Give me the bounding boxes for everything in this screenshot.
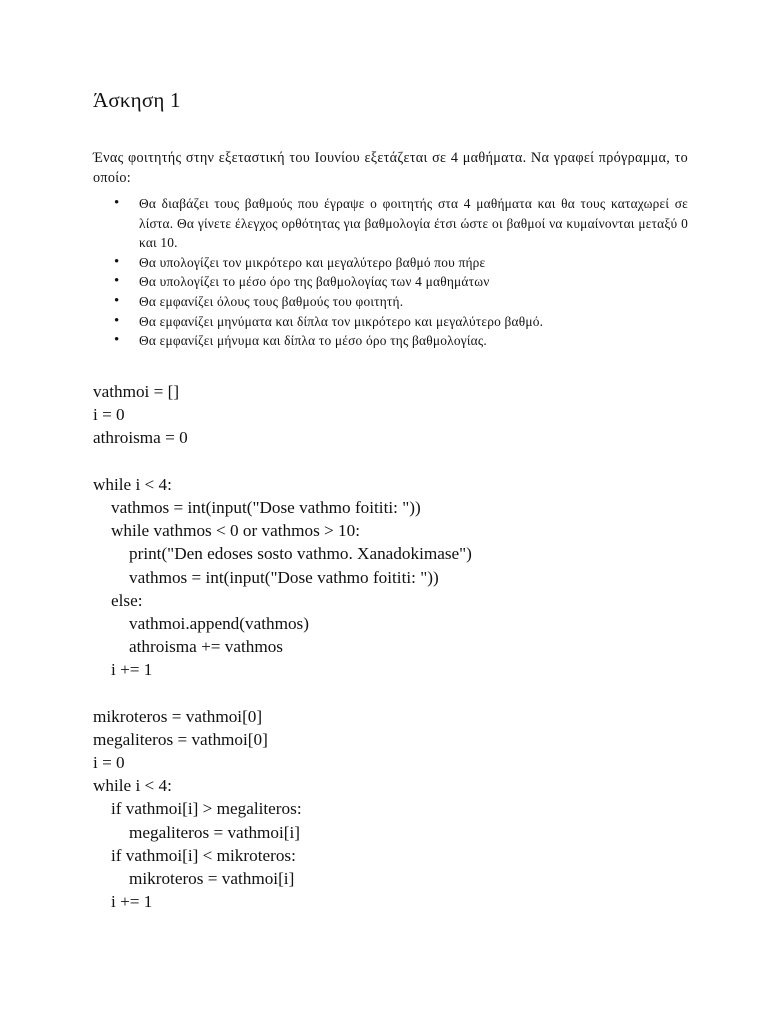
code-line: vathmoi.append(vathmos): [129, 613, 309, 633]
requirement-item: • Θα διαβάζει τους βαθμούς που έγραψε ο φοιτητής στα 4 μαθήματα και θα τους καταχωρεί σε λίστα. Θα γίνετε έλεγχος ορθότητας για βαθμολογία έτσι ώστε οι βαθμοί να κυμαίνονται μεταξύ 0 και 10.: [93, 194, 688, 253]
code-line: megaliteros = vathmoi[0]: [93, 729, 268, 749]
code-line: megaliteros = vathmoi[i]: [129, 822, 301, 842]
code-line: vathmos = int(input("Dose vathmo foititi: ")): [111, 497, 421, 517]
code-line: vathmoi = []: [93, 382, 180, 401]
code-line: i = 0: [93, 405, 125, 425]
requirement-item: • Θα εμφανίζει όλους τους βαθμούς του φοιτητή.: [93, 292, 688, 312]
requirement-item: • Θα υπολογίζει τον μικρότερο και μεγαλύτερο βαθμό που πήρε: [93, 253, 688, 273]
code-line: if vathmoi[i] > megaliteros:: [111, 799, 302, 819]
code-line: if vathmoi[i] < mikroteros:: [111, 845, 296, 865]
code-line: i += 1: [111, 660, 153, 680]
code-line: while vathmos < 0 or vathmos > 10:: [111, 521, 361, 541]
code-line: while i < 4:: [93, 474, 172, 494]
code-line: athroisma = 0: [93, 428, 188, 448]
code-line: while i < 4:: [93, 776, 172, 796]
code-line: [93, 681, 472, 704]
code-listing: [93, 380, 472, 913]
code-line: i = 0: [93, 753, 125, 772]
code-line: mikroteros = vathmoi[i]: [129, 868, 295, 888]
requirements-list: [93, 194, 688, 351]
code-line: else:: [111, 590, 143, 610]
code-line: mikroteros = vathmoi[0]: [93, 706, 263, 726]
requirement-item: • Θα εμφανίζει μήνυμα και δίπλα το μέσο όρο της βαθμολογίας.: [93, 331, 688, 351]
exercise-title: Άσκηση 1: [93, 88, 181, 112]
code-line: vathmos = int(input("Dose vathmo foititi: ")): [129, 567, 439, 587]
requirement-item: • Θα υπολογίζει το μέσο όρο της βαθμολογίας των 4 μαθημάτων: [93, 272, 688, 292]
exercise-intro: Ένας φοιτητής στην εξεταστική του Ιουνίου εξετάζεται σε 4 μαθήματα. Να γραφεί πρόγραμμα, το οποίο:: [93, 150, 688, 186]
requirement-item: • Θα εμφανίζει μηνύματα και δίπλα τον μικρότερο και μεγαλύτερο βαθμό.: [93, 312, 688, 332]
code-line: i += 1: [111, 892, 153, 912]
code-line: [93, 450, 472, 473]
code-line: athroisma += vathmos: [129, 637, 283, 657]
code-line: print("Den edoses sosto vathmo. Xanadokimase"): [129, 544, 472, 564]
